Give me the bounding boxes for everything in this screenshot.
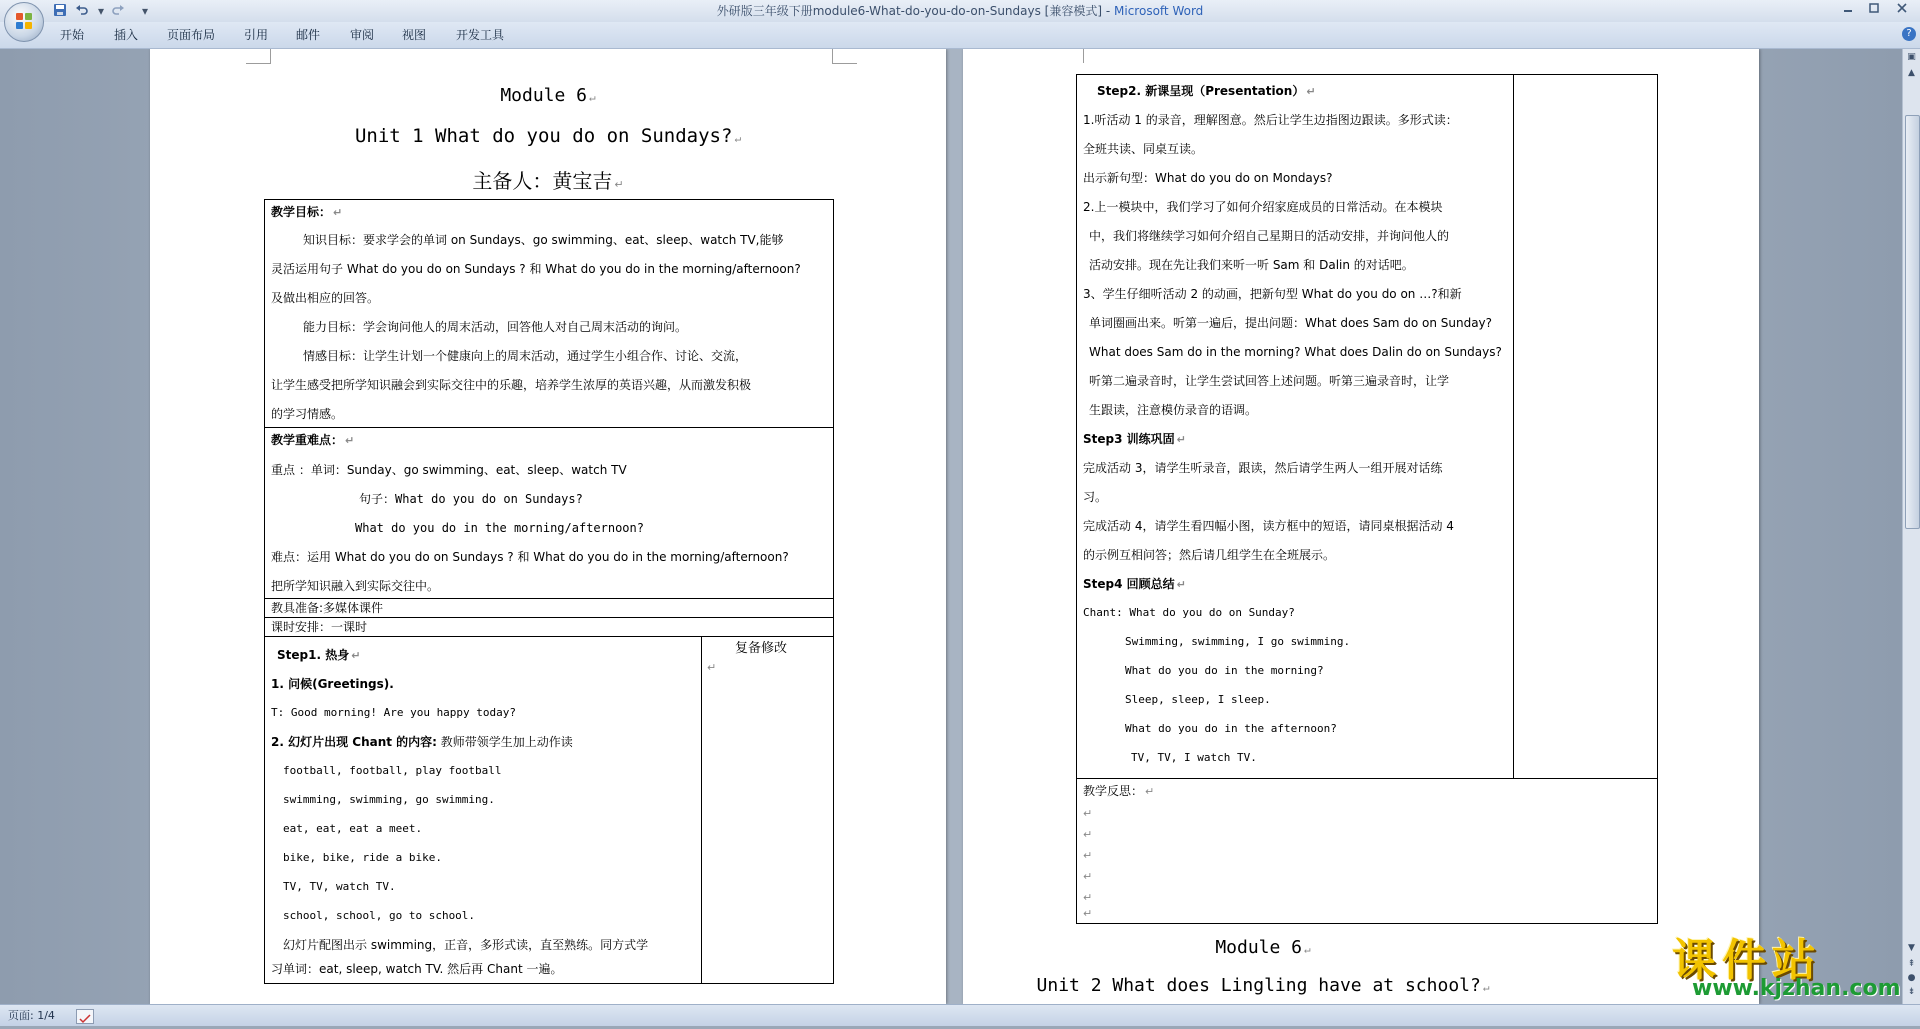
teaching-goals-cell bbox=[264, 199, 834, 428]
step2-line: 中，我们将继续学习如何介绍自己星期日的活动安排，并询问他人的 bbox=[1089, 229, 1450, 243]
step2-line: 听第二遍录音时，让学生尝试回答上述问题。听第三遍录音时，让学 bbox=[1089, 374, 1450, 388]
close-icon[interactable] bbox=[1890, 2, 1914, 18]
page-1[interactable] bbox=[150, 49, 946, 1004]
step2-line: What does Sam do in the morning? What does Dalin do on Sundays? bbox=[1089, 345, 1502, 359]
redo-icon[interactable] bbox=[110, 3, 126, 19]
browse-object-icon[interactable]: ● bbox=[1907, 973, 1916, 983]
key-points-cell bbox=[264, 427, 834, 599]
greetings-line: T: Good morning! Are you happy today? bbox=[271, 706, 517, 719]
column-divider bbox=[1513, 75, 1514, 778]
undo-dropdown-icon[interactable]: ▾ bbox=[97, 4, 105, 18]
step4-chant-label: Chant: What do you do on Sunday? bbox=[1083, 606, 1295, 619]
crop-mark bbox=[832, 49, 857, 64]
tab-home[interactable]: 开始 bbox=[60, 28, 85, 42]
step2-line: 单词圈画出来。听第一遍后，提出问题：What does Sam do on Sunday? bbox=[1089, 316, 1493, 330]
keypoints-line: 把所学知识融入到实际交往中。 bbox=[271, 579, 440, 593]
proofing-icon[interactable] bbox=[76, 1009, 94, 1024]
step4-chant-line: Swimming, swimming, I go swimming. bbox=[1125, 635, 1351, 648]
step1-row bbox=[264, 636, 834, 984]
undo-icon[interactable] bbox=[74, 3, 90, 19]
cell-end-mark: ↵ bbox=[707, 661, 717, 674]
help-icon[interactable]: ? bbox=[1902, 27, 1916, 41]
chant-line: eat, eat, eat a meet. bbox=[283, 822, 423, 835]
goals-line: 能力目标：学会询问他人的周末活动，回答他人对自己周末活动的询问。 bbox=[303, 320, 688, 334]
crop-mark bbox=[1059, 49, 1084, 63]
keypoints-line: What do you do in the morning/afternoon? bbox=[355, 521, 644, 535]
paragraph-mark: ↵ bbox=[1083, 849, 1093, 862]
chant-line: school, school, go to school. bbox=[283, 909, 476, 922]
watermark-url: www.kjzhan.com bbox=[1692, 976, 1901, 1001]
paragraph-mark: ↵ bbox=[1083, 907, 1093, 920]
step4-chant-line: Sleep, sleep, I sleep. bbox=[1125, 693, 1271, 706]
tab-review[interactable]: 审阅 bbox=[350, 28, 375, 42]
steps-cell bbox=[1076, 74, 1658, 779]
next-page-icon[interactable]: ⇟ bbox=[1907, 987, 1916, 997]
goals-line: 知识目标：要求学会的单词 on Sundays、go swimming、eat、sleep、watch TV,能够 bbox=[303, 233, 784, 247]
step1-line: 习单词：eat, sleep, watch TV. 然后再 Chant 一遍。 bbox=[271, 962, 563, 976]
keypoints-line: 重点 ：单词：Sunday、go swimming、eat、sleep、watch TV bbox=[271, 463, 627, 477]
module-heading: Module 6 ↵ bbox=[500, 85, 596, 106]
tab-insert[interactable]: 插入 bbox=[114, 28, 139, 42]
page-2[interactable] bbox=[963, 49, 1759, 1004]
host-heading: 主备人：黄宝吉 ↵ bbox=[472, 169, 624, 193]
window-title: 外研版三年级下册module6-What-do-you-do-on-Sundays [兼容模式] - Microsoft Word bbox=[716, 4, 1204, 18]
revision-header: 复备修改 bbox=[735, 641, 788, 656]
site-watermark bbox=[1672, 924, 1902, 1004]
step2-line: 3、学生仔细听活动 2 的动画，把新句型 What do you do on …?和新 bbox=[1083, 287, 1462, 301]
chant-line: bike, bike, ride a bike. bbox=[283, 851, 442, 864]
step1-title: Step1. 热身 ↵ bbox=[277, 648, 361, 662]
chant-instruction: 2. 幻灯片出现 Chant 的内容: 教师带领学生加上动作读 bbox=[271, 735, 573, 749]
materials-text: 教具准备:多媒体课件 bbox=[271, 601, 384, 615]
paragraph-mark: ↵ bbox=[1083, 870, 1093, 883]
schedule-cell bbox=[264, 617, 834, 637]
unit-heading: Unit 1 What do you do on Sundays? ↵ bbox=[354, 125, 742, 147]
scroll-up-icon[interactable]: ▲ bbox=[1908, 68, 1915, 78]
scrollbar-thumb[interactable] bbox=[1905, 115, 1920, 529]
goals-line: 的学习情感。 bbox=[271, 407, 344, 421]
tab-view[interactable]: 视图 bbox=[402, 28, 427, 42]
chevron-down-icon[interactable]: ▾ bbox=[141, 4, 149, 18]
tab-developer[interactable]: 开发工具 bbox=[456, 28, 505, 42]
scroll-down-icon[interactable]: ▼ bbox=[1908, 943, 1915, 953]
reflection-cell bbox=[1076, 778, 1658, 924]
schedule-text: 课时安排：一课时 bbox=[271, 620, 368, 634]
step2-line: 活动安排。现在先让我们来听一听 Sam 和 Dalin 的对话吧。 bbox=[1089, 258, 1414, 272]
step4-chant-line: What do you do in the morning? bbox=[1125, 664, 1324, 677]
step2-line: 全班共读、同桌互读。 bbox=[1083, 142, 1204, 156]
keypoints-heading: 教学重难点： ↵ bbox=[271, 433, 355, 447]
crop-mark bbox=[246, 49, 271, 64]
step3-title: Step3 训练巩固 ↵ bbox=[1083, 432, 1186, 446]
step3-line: 完成活动 4，请学生看四幅小图，读方框中的短语，请同桌根据活动 4 bbox=[1083, 519, 1454, 533]
office-button[interactable] bbox=[4, 2, 44, 42]
keypoints-line: 句子：What do you do on Sundays? bbox=[359, 492, 583, 506]
step2-line: 出示新句型：What do you do on Mondays? bbox=[1083, 171, 1333, 185]
goals-heading: 教学目标： ↵ bbox=[271, 205, 343, 219]
goals-line: 情感目标：让学生计划一个健康向上的周末活动，通过学生小组合作、讨论、交流， bbox=[303, 349, 748, 363]
step4-title: Step4 回顾总结 ↵ bbox=[1083, 577, 1186, 591]
chant-line: TV, TV, watch TV. bbox=[283, 880, 396, 893]
document-area[interactable] bbox=[0, 49, 1902, 1004]
reflection-label: 教学反思： ↵ bbox=[1083, 784, 1155, 798]
tab-references[interactable]: 引用 bbox=[244, 28, 269, 42]
tab-mailings[interactable]: 邮件 bbox=[296, 28, 321, 42]
office-logo-icon bbox=[16, 13, 32, 29]
next-module-heading: Module 6 ↵ bbox=[1215, 937, 1311, 958]
step4-chant-line: TV, TV, I watch TV. bbox=[1131, 751, 1257, 764]
next-unit-heading: Unit 2 What does Lingling have at school? ↵ bbox=[1036, 975, 1490, 996]
minimize-icon[interactable] bbox=[1836, 2, 1860, 18]
keypoints-line: 难点：运用 What do you do on Sundays ? 和 What do you do in the morning/afternoon? bbox=[271, 550, 789, 564]
goals-line: 灵活运用句子 What do you do on Sundays ? 和 What do you do in the morning/afternoon? bbox=[271, 262, 801, 276]
page-count[interactable]: 页面: 1/4 bbox=[8, 1009, 55, 1022]
step2-line: 1.听活动 1 的录音，理解图意。然后让学生边指图边跟读。多形式读： bbox=[1083, 113, 1458, 127]
step2-line: 生跟读，注意模仿录音的语调。 bbox=[1089, 403, 1258, 417]
step3-line: 的示例互相问答；然后请几组学生在全班展示。 bbox=[1083, 548, 1336, 562]
step3-line: 完成活动 3，请学生听录音，跟读，然后请学生两人一组开展对话练 bbox=[1083, 461, 1443, 475]
step2-title: Step2. 新课呈现（Presentation） ↵ bbox=[1097, 84, 1316, 98]
step4-chant-line: What do you do in the afternoon? bbox=[1125, 722, 1337, 735]
step1-line: 幻灯片配图出示 swimming，正音，多形式读，直至熟练。同方式学 bbox=[283, 938, 649, 952]
vertical-scrollbar[interactable] bbox=[1902, 49, 1920, 1004]
status-bar bbox=[0, 1004, 1920, 1026]
maximize-icon[interactable] bbox=[1862, 2, 1886, 18]
column-divider bbox=[701, 637, 702, 983]
watermark-text: 课件站 bbox=[1672, 935, 1822, 986]
ribbon-tabs bbox=[0, 22, 1920, 49]
greetings-title: 1. 问候(Greetings). bbox=[271, 677, 394, 691]
step3-line: 习。 bbox=[1083, 490, 1108, 504]
goals-line: 让学生感受把所学知识融会到实际交往中的乐趣，培养学生浓厚的英语兴趣，从而激发积极 bbox=[271, 378, 752, 392]
materials-cell bbox=[264, 598, 834, 618]
previous-page-icon[interactable]: ⇞ bbox=[1907, 959, 1916, 969]
ruler-toggle-icon[interactable]: ▣ bbox=[1907, 52, 1916, 62]
paragraph-mark: ↵ bbox=[1083, 807, 1093, 820]
chant-line: football, football, play football bbox=[283, 764, 502, 777]
tab-page-layout[interactable]: 页面布局 bbox=[167, 28, 216, 42]
paragraph-mark: ↵ bbox=[1083, 828, 1093, 841]
step2-line: 2.上一模块中，我们学习了如何介绍家庭成员的日常活动。在本模块 bbox=[1083, 200, 1443, 214]
save-icon[interactable] bbox=[52, 3, 68, 19]
app-name: Microsoft Word bbox=[1114, 4, 1204, 18]
title-bar bbox=[0, 0, 1920, 22]
goals-line: 及做出相应的回答。 bbox=[271, 291, 380, 305]
chant-line: swimming, swimming, go swimming. bbox=[283, 793, 495, 806]
paragraph-mark: ↵ bbox=[1083, 891, 1093, 904]
